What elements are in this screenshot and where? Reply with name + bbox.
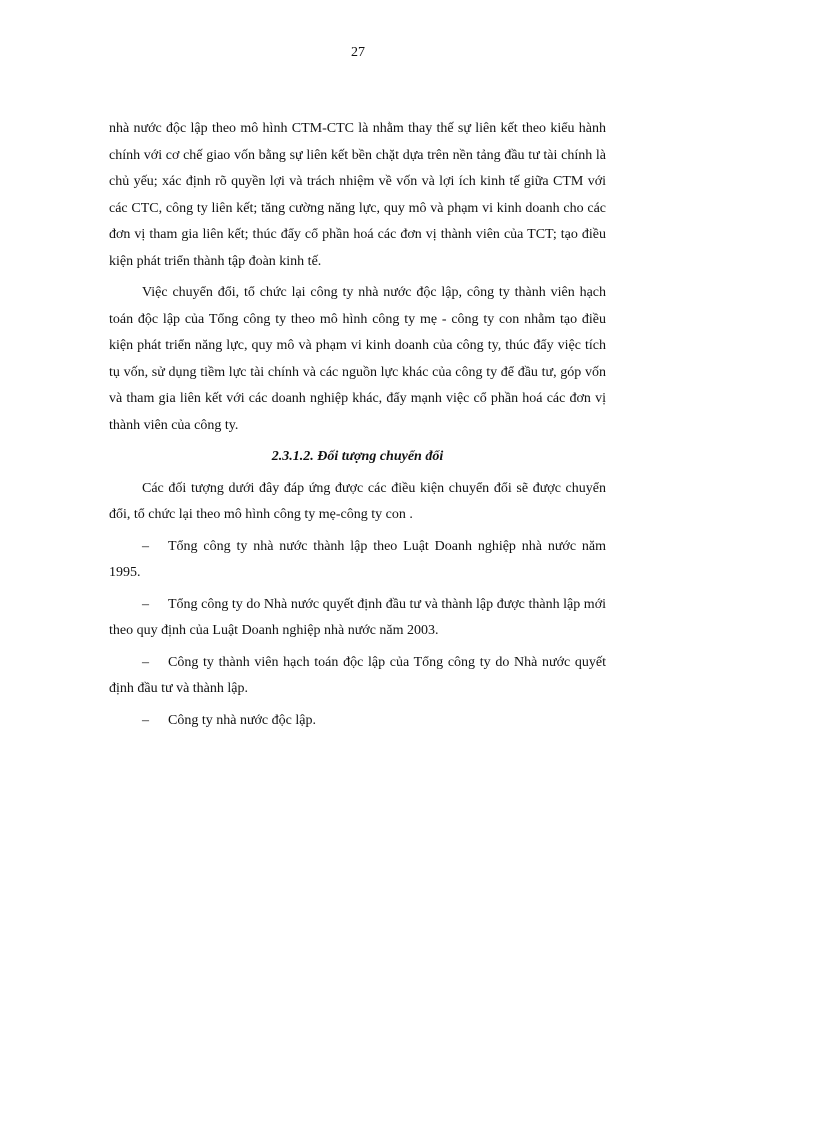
dash-bullet: – <box>142 538 149 554</box>
list-item <box>109 708 606 735</box>
list-item-text: Tổng công ty nhà nước thành lập theo Luật Doanh nghiệp nhà nước năm 1995. <box>109 538 606 580</box>
list-item-text: Tổng công ty do Nhà nước quyết định đầu tư và thành lập được thành lập mới theo quy định của Luật Doanh nghiệp nhà nước năm 2003. <box>109 596 606 638</box>
body-text <box>109 116 606 739</box>
section-heading: 2.3.1.2. Đối tượng chuyển đổi <box>271 449 444 464</box>
page-number: 27 <box>351 45 365 60</box>
dash-bullet: – <box>142 654 149 670</box>
list-item <box>109 534 606 587</box>
paragraph-subjects: Các đối tượng dưới đây đáp ứng được các điều kiện chuyển đổi sẽ được chuyển đổi, tổ chức lại theo mô hình công ty mẹ-công ty con . <box>109 480 606 522</box>
dash-bullet: – <box>142 596 149 612</box>
paragraph-intro: nhà nước độc lập theo mô hình CTM-CTC là nhằm thay thế sự liên kết theo kiểu hành chính với cơ chế giao vốn bằng sự liên kết bền chặt dựa trên nền tảng đầu tư tài chính là chủ yếu; xác định rõ quyền lợi và trách nhiệm về vốn và lợi ích kinh tế giữa CTM với các CTC, công ty liên kết; tăng cường năng lực, quy mô và phạm vi kinh doanh cho các đơn vị tham gia liên kết; thúc đẩy cổ phần hoá các đơn vị thành viên của TCT; tạo điều kiện phát triển thành tập đoàn kinh tế. <box>109 121 606 269</box>
list-item-text: Công ty thành viên hạch toán độc lập của Tổng công ty do Nhà nước quyết định đầu tư và thành lập. <box>109 654 606 696</box>
paragraph-conversion: Việc chuyển đổi, tổ chức lại công ty nhà nước độc lập, công ty thành viên hạch toán độc lập của Tổng công ty theo mô hình công ty mẹ - công ty con nhằm tạo điều kiện phát triển năng lực, quy mô và phạm vi kinh doanh của công ty, thúc đẩy việc tích tụ vốn, sử dụng tiềm lực tài chính và các nguồn lực khác của công ty để đầu tư, góp vốn và tham gia liên kết với các doanh nghiệp khác, đẩy mạnh việc cổ phần hoá các đơn vị thành viên của công ty. <box>109 285 606 433</box>
list-item <box>109 592 606 645</box>
dash-bullet: – <box>142 712 149 728</box>
list-item <box>109 650 606 703</box>
list-item-text: Công ty nhà nước độc lập. <box>168 712 316 728</box>
